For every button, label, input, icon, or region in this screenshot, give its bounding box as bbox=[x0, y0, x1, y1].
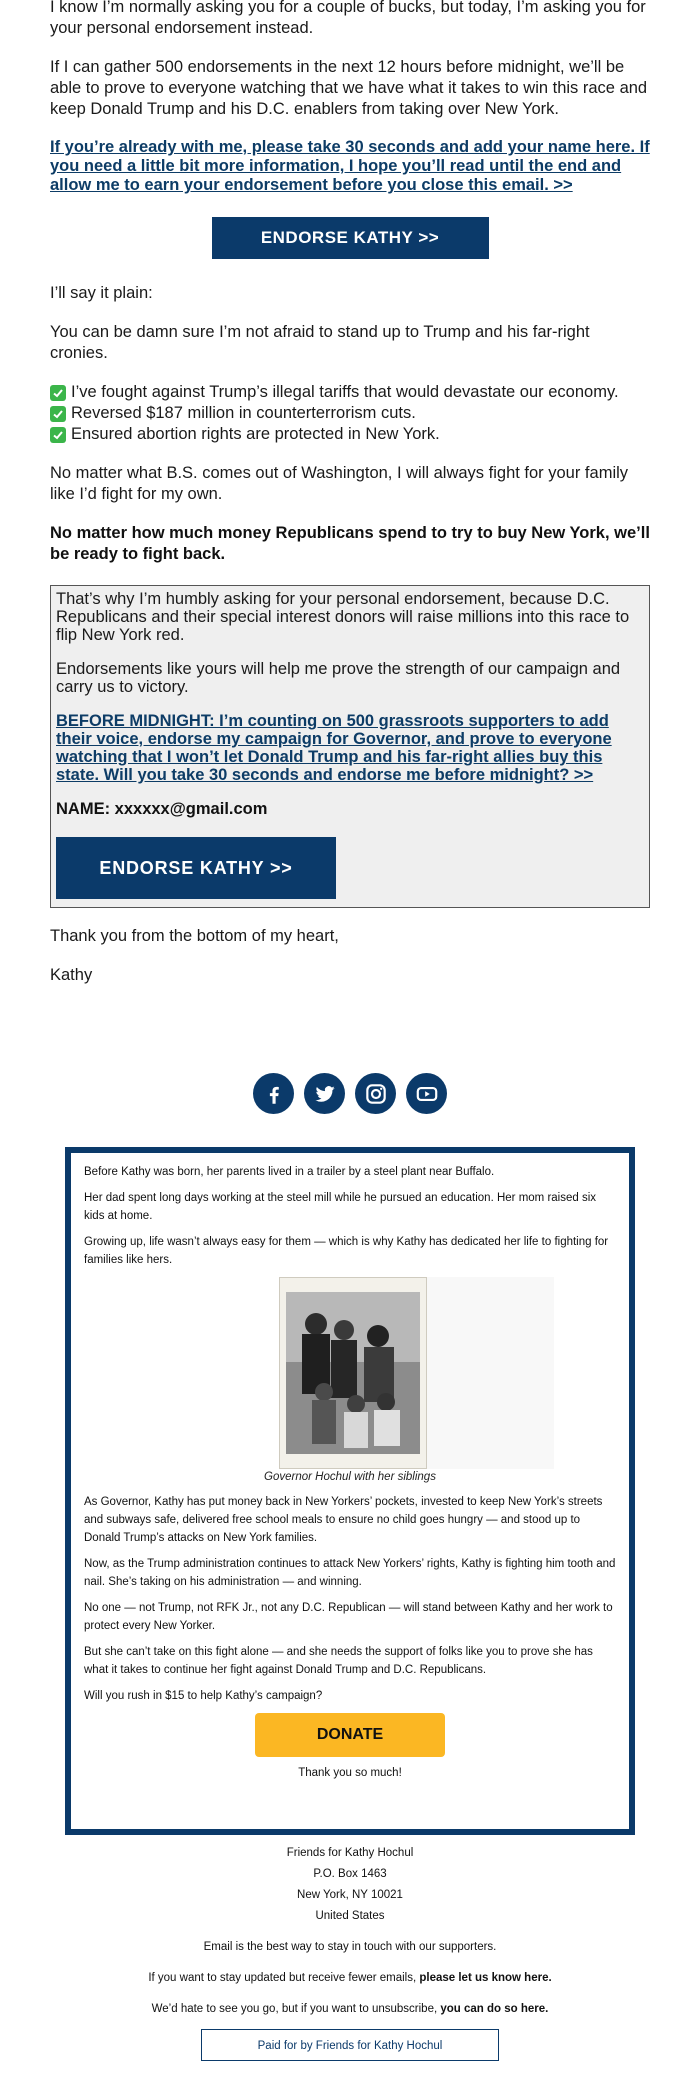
footer-note: Email is the best way to stay in touch with our supporters. bbox=[203, 1941, 497, 1953]
story-thanks: Thank you so much! bbox=[298, 1767, 402, 1779]
email-body bbox=[50, 0, 650, 1004]
footer-unsubscribe: We’d hate to see you go, but if you want to unsubscribe, you can do so here. bbox=[151, 2003, 549, 2015]
story-paragraph: Her dad spent long days working at the steel mill while he pursued an education. Her mom raised six kids at home. bbox=[84, 1192, 597, 1222]
name-field: NAME: xxxxxx@gmail.com bbox=[56, 800, 268, 818]
box-paragraph: Endorsements like yours will help me prove the strength of our campaign and carry us to victory. bbox=[56, 660, 621, 696]
instagram-icon[interactable] bbox=[355, 1073, 396, 1114]
list-item: Ensured abortion rights are protected in New York. bbox=[50, 424, 650, 445]
story-paragraph: Will you rush in $15 to help Kathy’s campaign? bbox=[84, 1690, 323, 1702]
endorse-button[interactable]: ENDORSE KATHY >> bbox=[212, 217, 489, 259]
photo-caption: Governor Hochul with her siblings bbox=[264, 1471, 436, 1483]
family-photo bbox=[279, 1277, 554, 1469]
youtube-icon[interactable] bbox=[406, 1073, 447, 1114]
achievement-list bbox=[50, 382, 650, 445]
facebook-icon[interactable] bbox=[253, 1073, 294, 1114]
paid-for-disclaimer: Paid for by Friends for Kathy Hochul bbox=[201, 2029, 499, 2061]
story-paragraph: But she can’t take on this fight alone — and she needs the support of folks like you to prove she has what it takes to continue her fight against Donald Trump and D.C. Republicans. bbox=[84, 1646, 593, 1676]
po-box: P.O. Box 1463 bbox=[313, 1868, 387, 1880]
endorsement-box bbox=[50, 585, 650, 908]
closing-thanks: Thank you from the bottom of my heart, bbox=[50, 927, 339, 945]
twitter-icon[interactable] bbox=[304, 1073, 345, 1114]
body-paragraph: I’ll say it plain: bbox=[50, 284, 153, 302]
story-paragraph: Now, as the Trump administration continues to attack New Yorkers’ rights, Kathy is fighting him tooth and nail. She’s taking on his administration — and winning. bbox=[84, 1558, 616, 1588]
org-name: Friends for Kathy Hochul bbox=[286, 1847, 414, 1859]
checkmark-icon bbox=[50, 427, 66, 443]
signature: Kathy bbox=[50, 966, 93, 984]
checkmark-icon bbox=[50, 385, 66, 401]
endorse-button[interactable]: ENDORSE KATHY >> bbox=[56, 837, 336, 899]
story-paragraph: Growing up, life wasn’t always easy for them — which is why Kathy has dedicated her life to fighting for families like hers. bbox=[84, 1236, 609, 1266]
email-footer bbox=[0, 1843, 700, 2061]
photo-image bbox=[286, 1292, 420, 1454]
intro-paragraph: If I can gather 500 endorsements in the next 12 hours before midnight, we’ll be able to prove to everyone watching that we have what it takes to win this race and keep Donald Trump and his D.C. enablers from taking over New York. bbox=[50, 58, 648, 118]
box-paragraph: That’s why I’m humbly asking for your personal endorsement, because D.C. Republicans and their special interest donors will raise millions into this race to flip New York red. bbox=[56, 590, 630, 644]
body-paragraph: You can be damn sure I’m not afraid to stand up to Trump and his far-right cronies. bbox=[50, 323, 590, 362]
unsubscribe-link[interactable]: you can do so here. bbox=[440, 2003, 549, 2015]
intro-paragraph: I know I’m normally asking you for a couple of bucks, but today, I’m asking you for your personal endorsement instead. bbox=[50, 0, 646, 37]
checkmark-icon bbox=[50, 406, 66, 422]
bold-paragraph: No matter how much money Republicans spend to try to buy New York, we’ll be ready to fight back. bbox=[50, 524, 650, 563]
story-paragraph: As Governor, Kathy has put money back in New Yorkers’ pockets, invested to keep New York’s streets and subways safe, delivered free school meals to ensure no child goes hungry — and stood up to Donald Trump’s attacks on New York families. bbox=[84, 1496, 603, 1544]
body-paragraph: No matter what B.S. comes out of Washington, I will always fight for your family like I’d fight for my own. bbox=[50, 464, 629, 503]
donate-button[interactable]: DONATE bbox=[255, 1713, 445, 1757]
photo-frame bbox=[279, 1277, 427, 1469]
story-paragraph: Before Kathy was born, her parents lived in a trailer by a steel plant near Buffalo. bbox=[84, 1166, 495, 1178]
endorse-deadline-link[interactable]: BEFORE MIDNIGHT: I’m counting on 500 grassroots supporters to add their voice, endorse my campaign for Governor, and prove to everyone watching that I won’t let Donald Trump and his far-right allies buy this state. Will you take 30 seconds and endorse me before midnight? >> bbox=[56, 712, 612, 784]
mailing-address bbox=[0, 1843, 700, 1927]
footer-preferences: If you want to stay updated but receive fewer emails, please let us know here. bbox=[148, 1972, 552, 1984]
story-paragraph: No one — not Trump, not RFK Jr., not any D.C. Republican — will stand between Kathy and her work to protect every New Yorker. bbox=[84, 1602, 613, 1632]
city-line: New York, NY 10021 bbox=[297, 1889, 403, 1901]
country: United States bbox=[315, 1910, 385, 1922]
social-links bbox=[0, 1073, 700, 1114]
biography-card bbox=[65, 1147, 635, 1835]
list-item: I’ve fought against Trump’s illegal tariffs that would devastate our economy. bbox=[50, 382, 650, 403]
preferences-link[interactable]: please let us know here. bbox=[419, 1972, 552, 1984]
list-item: Reversed $187 million in counterterrorism cuts. bbox=[50, 403, 650, 424]
endorse-link[interactable]: If you’re already with me, please take 30 seconds and add your name here. If you need a little bit more information, I hope you’ll read until the end and allow me to earn your endorsement before you close this email. >> bbox=[50, 138, 650, 194]
